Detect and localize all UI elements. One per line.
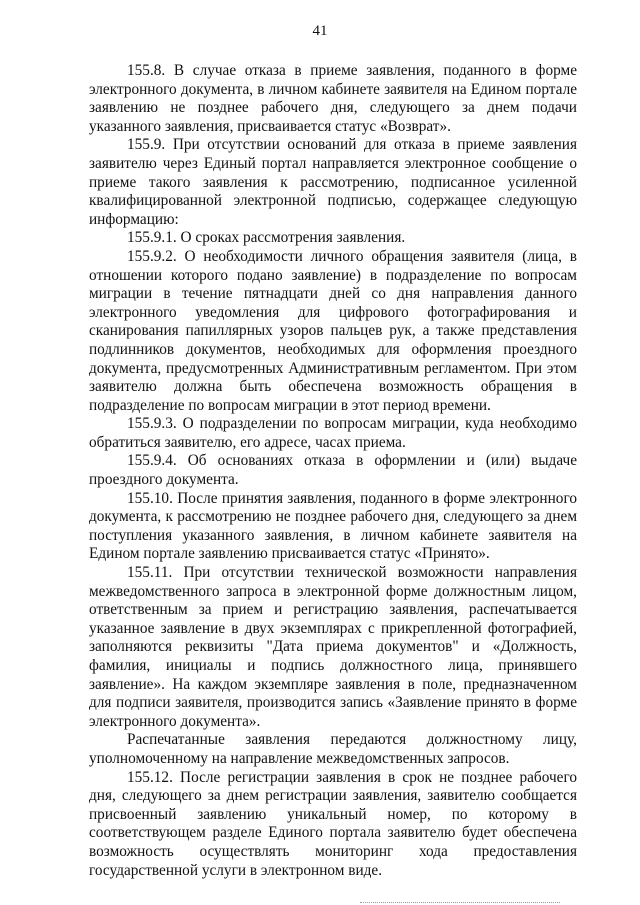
paragraph-155-9: 155.9. При отсутствии оснований для отказа в приеме заявления заявителю через Единый портал направляется электронное сообщение о приеме такого заявления к рассмотрению, подписанное усиленной квалифицированной электронной подписью, содержащее следующую информацию: [89,136,577,228]
scan-edge-mark [360,902,560,903]
paragraph-155-9-3: 155.9.3. О подразделении по вопросам миграции, куда необходимо обратиться заявителю, его адресе, часах приема. [89,415,577,451]
paragraph-155-11: 155.11. При отсутствии технической возможности направления межведомственного запроса в электронной форме должностным лицом, ответственным за прием и регистрацию заявления, распечатывается указанное заявление в двух экземплярах с прикрепленной фотографией, заполняются реквизиты "Дата приема документов" и «Должность, фамилия, инициалы и подпись должностного лица, принявшего заявление». На каждом экземпляре заявления в поле, предназначенном для подписи заявителя, производится запись «Заявление принято в форме электронного документа». [89,564,577,730]
paragraph-155-8: 155.8. В случае отказа в приеме заявления, поданного в форме электронного документа, в личном кабинете заявителя на Едином портале заявлению не позднее рабочего дня, следующего за днем подачи указанного заявления, присваивается статус «Возврат». [89,62,577,135]
paragraph-printed-applications: Распечатанные заявления передаются должностному лицу, уполномоченному на направление межведомственных запросов. [89,731,577,767]
page-number: 41 [312,23,328,39]
paragraph-155-9-1: 155.9.1. О сроках рассмотрения заявления. [127,229,406,247]
paragraph-155-9-2: 155.9.2. О необходимости личного обращения заявителя (лица, в отношении которого подано заявление) в подразделение по вопросам миграции в течение пятнадцати дней со дня направления данного электронного уведомления для цифрового фотографирования и сканирования папиллярных узоров пальцев рук, а также представления подлинников документов, необходимых для оформления проездного документа, предусмотренных Административным регламентом. При этом заявителю должна быть обеспечена возможность обращения в подразделение по вопросам миграции в этот период времени. [89,247,577,414]
paragraph-155-12: 155.12. После регистрации заявления в срок не позднее рабочего дня, следующего за днем регистрации заявления, заявителю сообщается присвоенный заявлению уникальный номер, по которому в соответствующем разделе Единого портала заявителю будет обеспечена возможность осуществлять мониторинг хода предоставления государственной услуги в электронном виде. [89,768,577,879]
paragraph-155-9-4: 155.9.4. Об основаниях отказа в оформлении и (или) выдаче проездного документа. [89,452,577,489]
paragraph-155-10: 155.10. После принятия заявления, поданного в форме электронного документа, к рассмотрению не позднее рабочего дня, следующего за днем поступления указанного заявления, в личном кабинете заявителя на Едином портале заявлению присваивается статус «Принято». [89,489,577,563]
document-body [89,62,577,880]
